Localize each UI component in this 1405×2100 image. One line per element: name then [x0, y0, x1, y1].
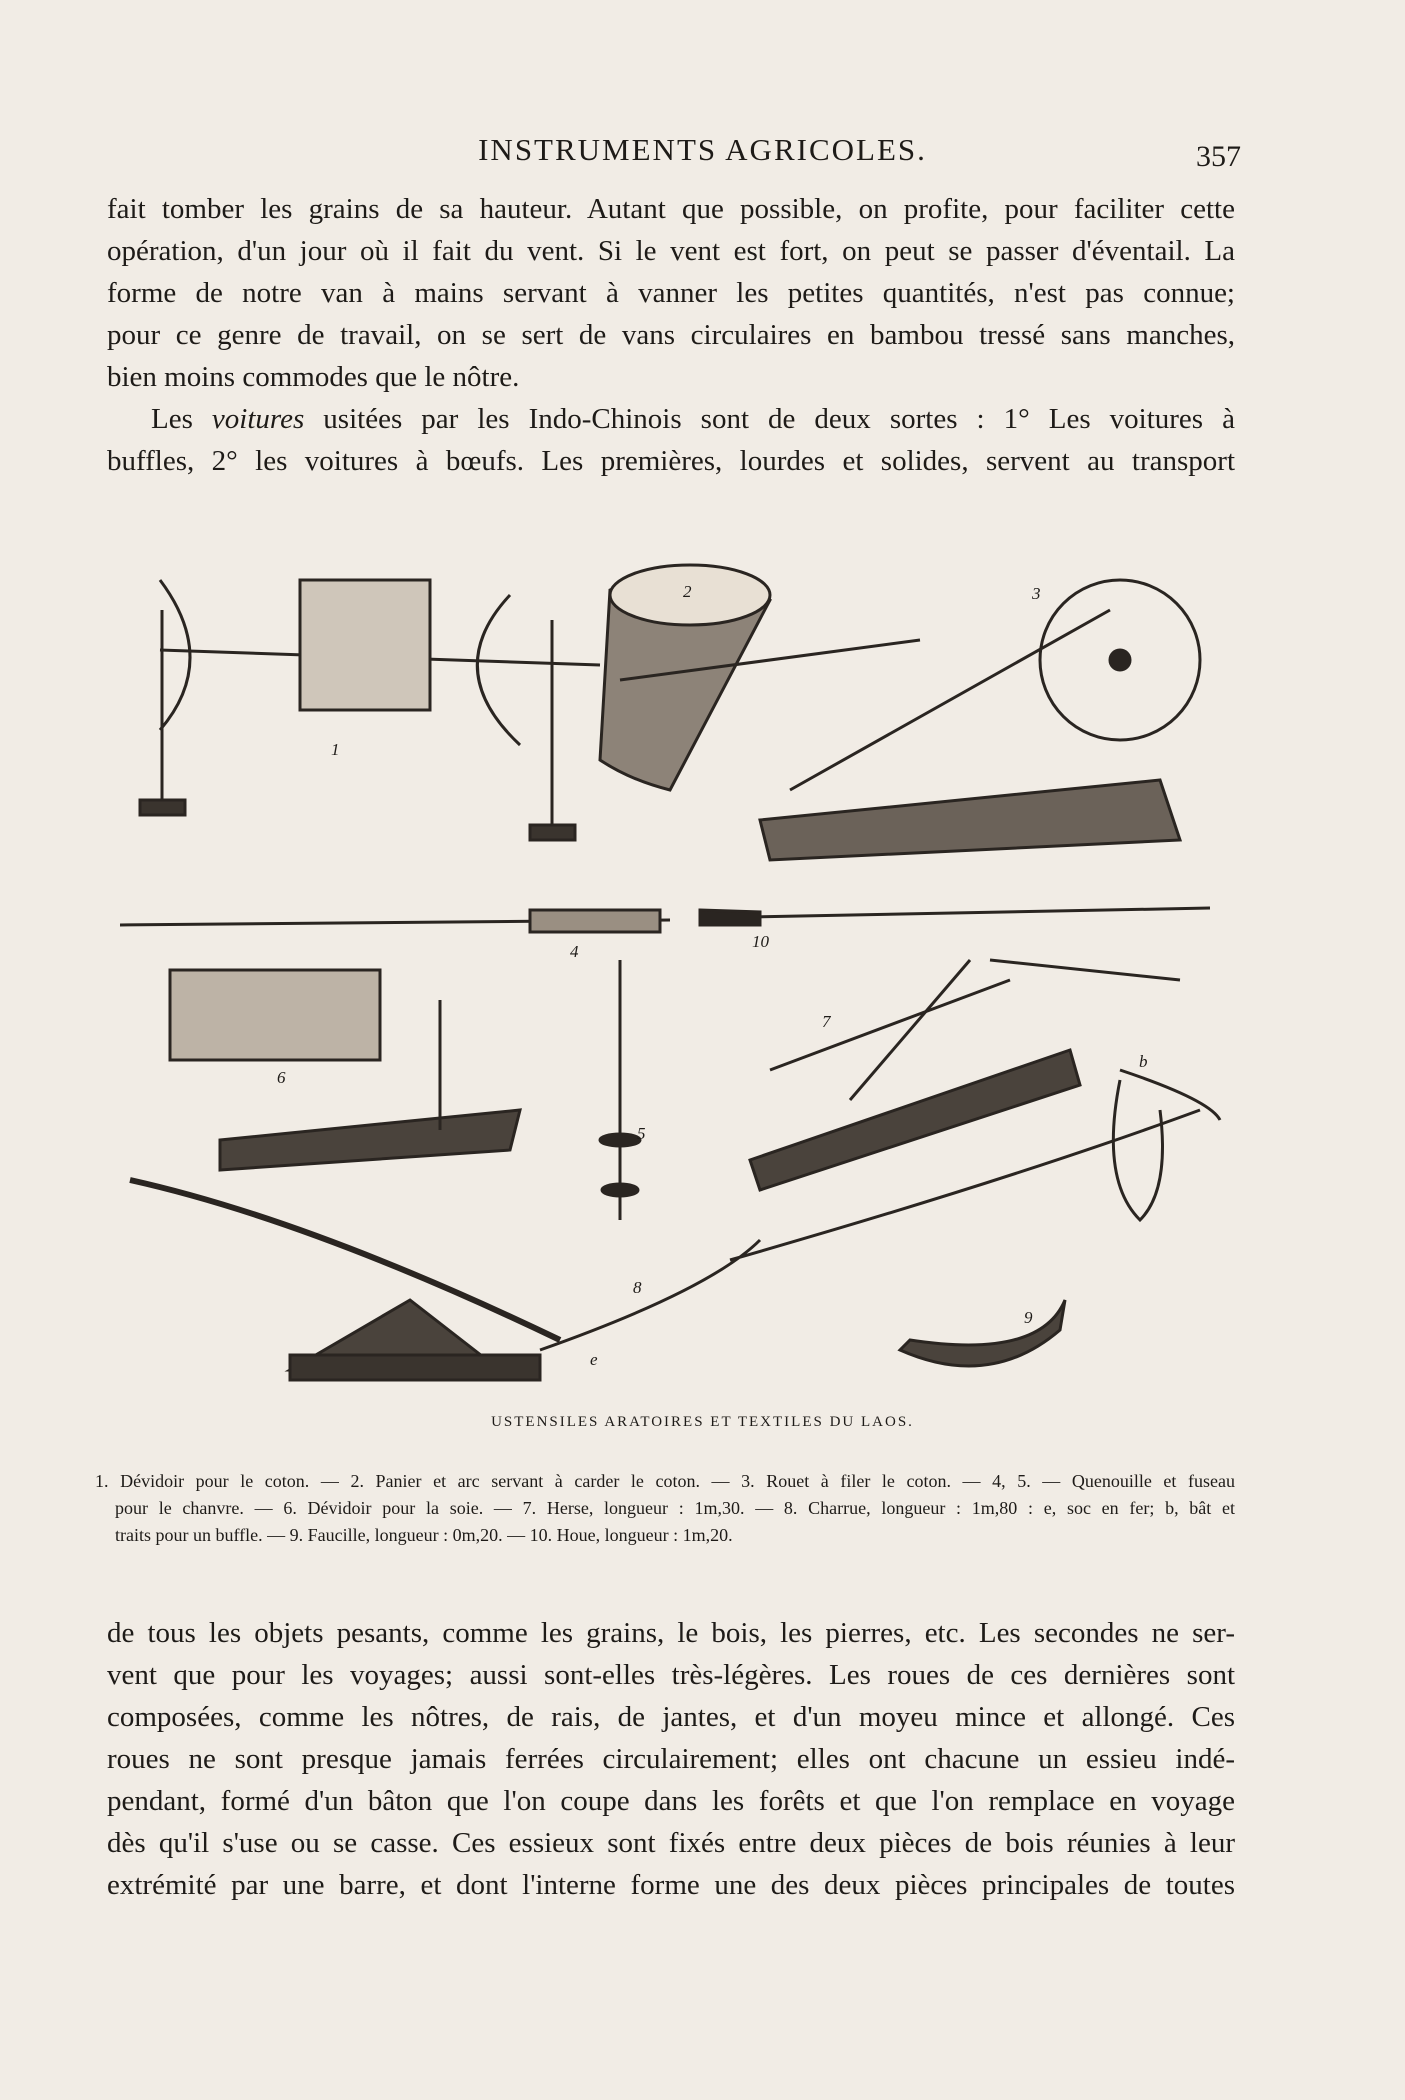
caption-line: 1. Dévidoir pour le coton. — 2. Panier et arc servant à carder le coton. — 3. Rouet à filer le coton. — 4, 5. — Quenouille et fuseau: [95, 1471, 1235, 1491]
text-line: forme de notre van à mains servant à vanner les petites quantités, n'est pas connue;: [107, 277, 1235, 309]
silk-reel-illustration: [170, 970, 520, 1170]
text-span: Les: [151, 403, 212, 435]
text-line: roues ne sont presque jamais ferrées circulairement; elles ont chacune un essieu indé-: [107, 1743, 1235, 1775]
distaff-illustration: [120, 908, 1210, 932]
caption-line: traits pour un buffle. — 9. Faucille, longueur : 0m,20. — 10. Houe, longueur : 1m,20.: [115, 1525, 733, 1545]
running-header: INSTRUMENTS AGRICOLES.: [478, 132, 927, 167]
figure-label-e: e: [590, 1350, 598, 1369]
text-line: pendant, formé d'un bâton que l'on coupe dans les forêts et que l'on remplace en voyage: [107, 1785, 1235, 1817]
spinning-wheel-illustration: [760, 580, 1200, 860]
top-paragraphs: [107, 188, 1235, 482]
text-line: buffles, 2° les voitures à bœufs. Les premières, lourdes et solides, servent au transport: [107, 445, 1235, 477]
cotton-reel-illustration: [140, 580, 600, 840]
harrow-illustration: [750, 960, 1180, 1190]
engraving-figure: [110, 540, 1240, 1400]
text-line: composées, comme les nôtres, de rais, de jantes, et d'un moyeu mince et allongé. Ces: [107, 1701, 1235, 1733]
text-line: bien moins commodes que le nôtre.: [107, 361, 520, 393]
text-line: [107, 398, 1235, 440]
text-line: opération, d'un jour où il fait du vent. Si le vent est fort, on peut se passer d'éventail. La: [107, 235, 1235, 267]
figure-label-8: 8: [633, 1278, 642, 1297]
text-line: fait tomber les grains de sa hauteur. Autant que possible, on profite, pour faciliter cette: [107, 193, 1235, 225]
figure-label-3: 3: [1032, 584, 1041, 603]
page-number: 357: [1196, 140, 1241, 173]
text-line: extrémité par une barre, et dont l'interne forme une des deux pièces principales de toutes: [107, 1869, 1235, 1901]
figure-caption: [95, 1468, 1235, 1549]
figure-label-2: 2: [683, 582, 692, 601]
figure-label-1: 1: [331, 740, 340, 759]
sickle-illustration: [900, 1300, 1065, 1366]
text-span: usitées par les Indo-Chinois sont de deux sortes : 1° Les voitures à: [304, 403, 1235, 435]
text-line: de tous les objets pesants, comme les grains, le bois, les pierres, etc. Les secondes ne ser-: [107, 1617, 1235, 1649]
figure-title: USTENSILES ARATOIRES ET TEXTILES DU LAOS.: [491, 1414, 914, 1430]
spindle-illustration: [600, 960, 640, 1220]
bottom-paragraph: [107, 1612, 1235, 1906]
text-line: pour ce genre de travail, on se sert de vans circulaires en bambou tressé sans manches,: [107, 319, 1235, 351]
basket-illustration: [600, 565, 920, 790]
figure-label-5: 5: [637, 1124, 646, 1143]
figure-label-4: 4: [570, 942, 579, 961]
figure-label-7: 7: [822, 1012, 831, 1031]
figure-label-10: 10: [752, 932, 769, 951]
figure-label-b: b: [1139, 1052, 1148, 1071]
text-line: vent que pour les voyages; aussi sont-elles très-légères. Les roues de ces dernières sont: [107, 1659, 1235, 1691]
figure-label-6: 6: [277, 1068, 286, 1087]
figure-label-9: 9: [1024, 1308, 1033, 1327]
text-line: dès qu'il s'use ou se casse. Ces essieux sont fixés entre deux pièces de bois réunies à leur: [107, 1827, 1235, 1859]
italic-word: voitures: [211, 403, 305, 435]
caption-line: pour le chanvre. — 6. Dévidoir pour la soie. — 7. Herse, longueur : 1m,30. — 8. Charrue, longueur : 1m,80 : e, soc en fer; b, bât et: [115, 1498, 1235, 1518]
